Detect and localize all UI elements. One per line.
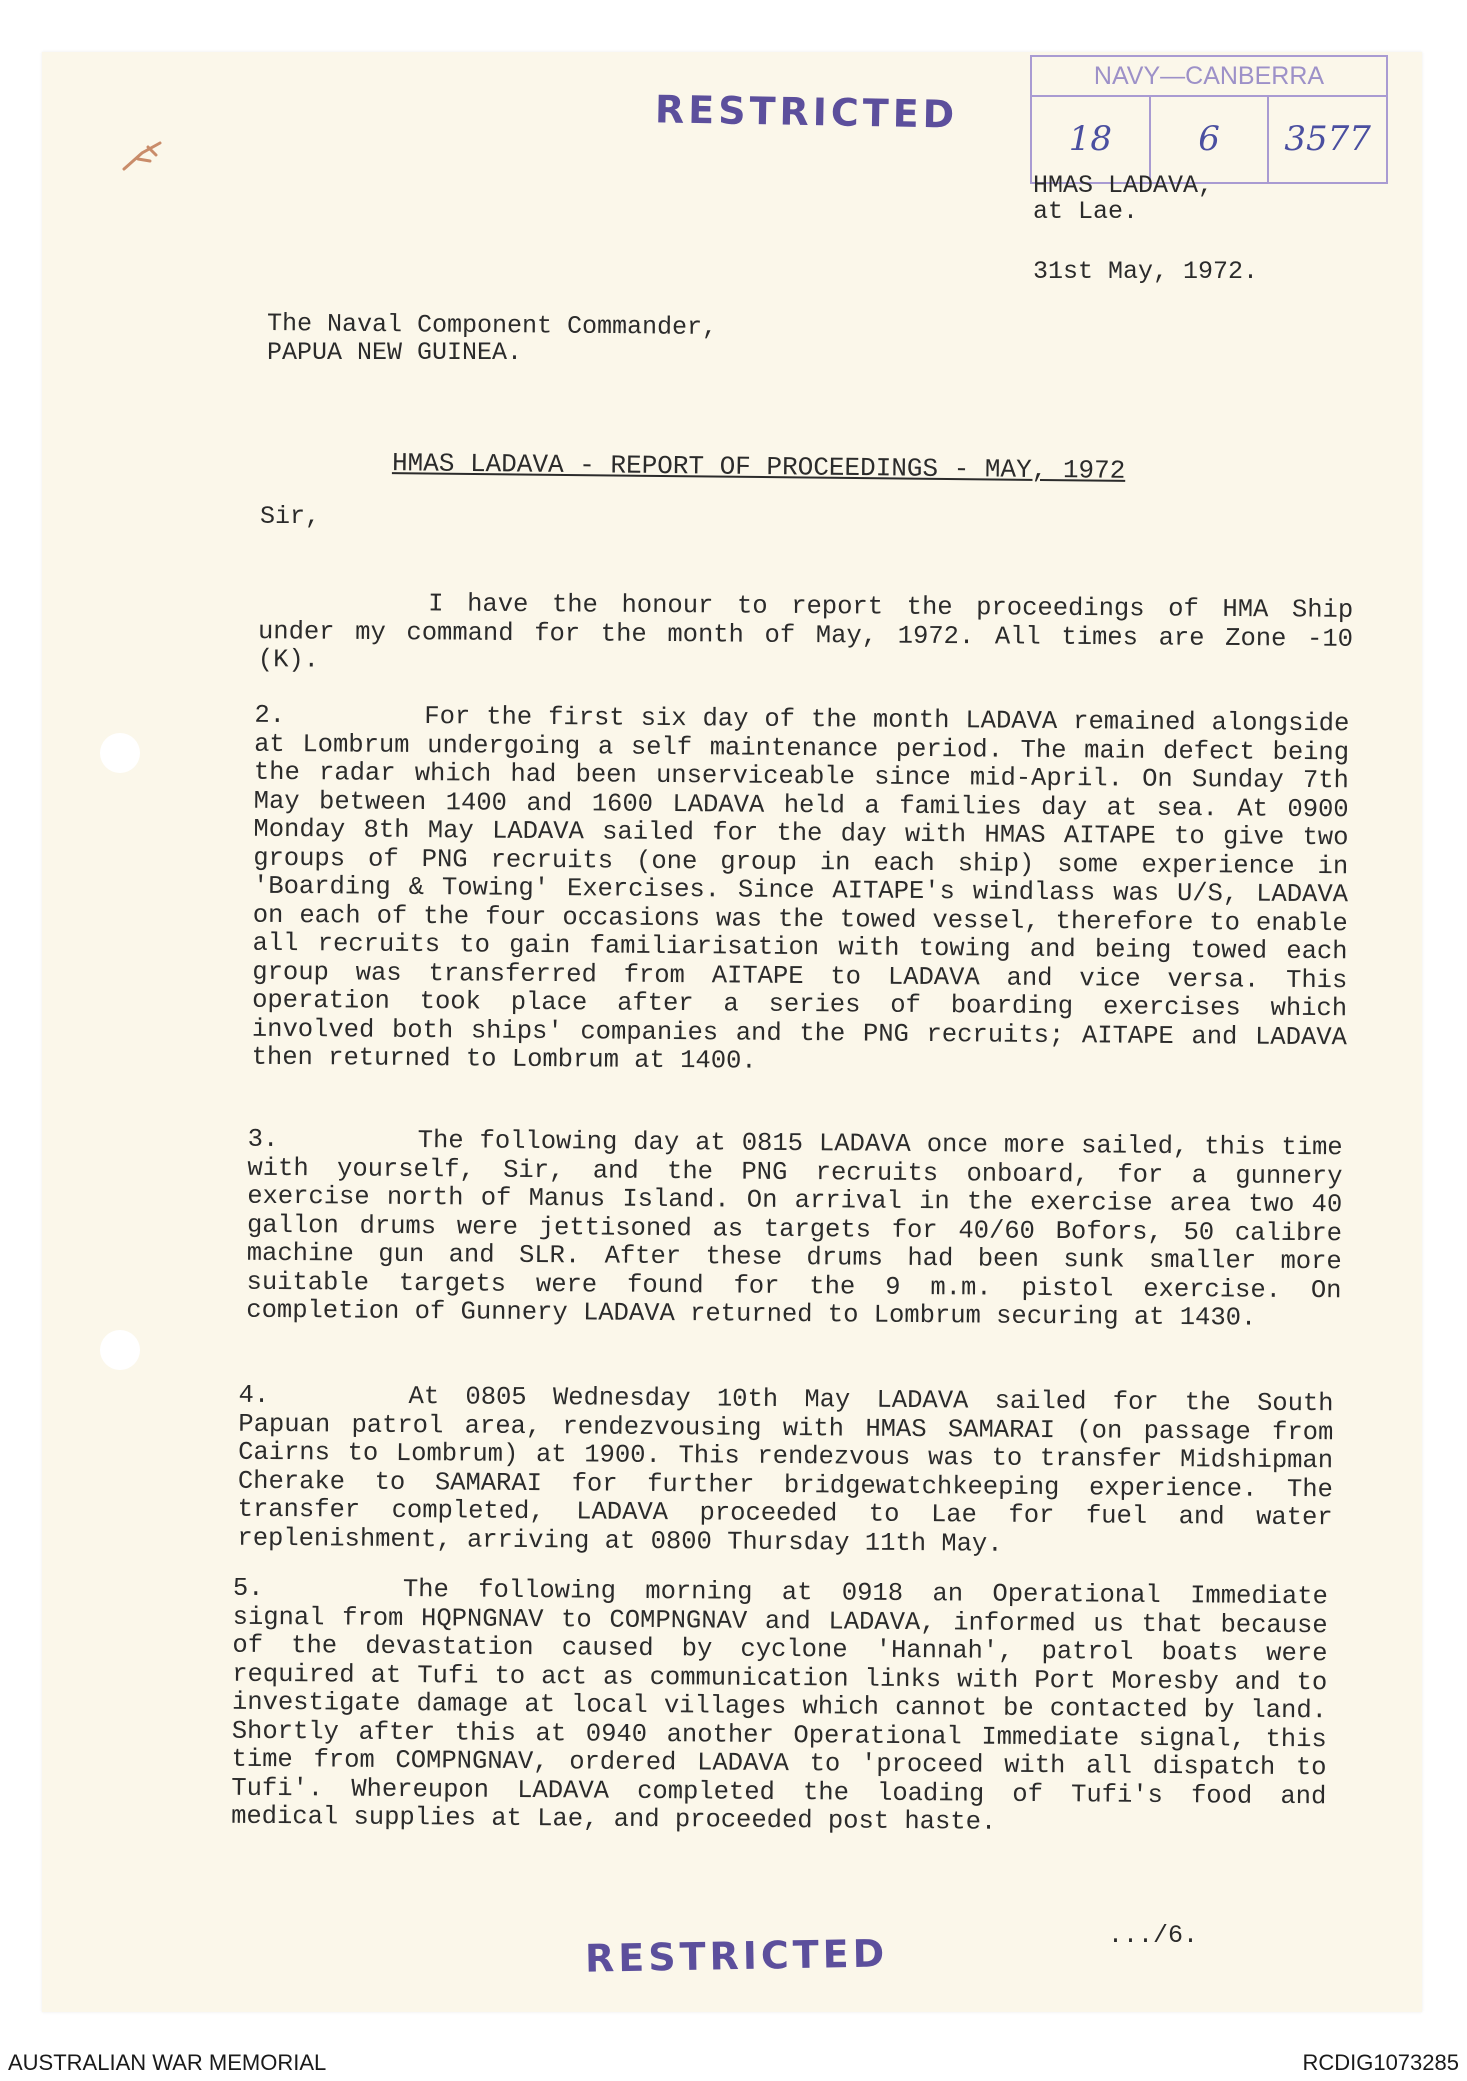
report-title: HMAS LADAVA - REPORT OF PROCEEDINGS - MAY, 1972: [391, 448, 1126, 486]
registry-header: NAVY—CANBERRA: [1032, 57, 1386, 97]
ink-mark: [120, 135, 180, 175]
restricted-stamp-bottom: RESTRICTED: [584, 1931, 889, 1981]
registry-number: 3577: [1267, 97, 1386, 182]
paragraph-4: [237, 1382, 1333, 1562]
paragraph-5-number: 5.: [232, 1573, 264, 1603]
paragraph-1-text: I have the honour to report the proceedings of HMA Ship under my command for the month of May, 1972. All times are Zone -10 (K).: [257, 589, 1354, 675]
footer-archive-id: RCDIG1073285: [1302, 2050, 1459, 2075]
paragraph-3: [246, 1126, 1343, 1334]
footer-archive-name: AUSTRALIAN WAR MEMORIAL: [8, 2050, 327, 2075]
paragraph-3-text: The following day at 0815 LADAVA once more sailed, this time with yourself, Sir, and the PNG recruits onboard, for a gunnery exercise north of Manus Island. On arrival in the exercise area two 40 gallon drums were jettisoned as targets for 40/60 Bofors, 50 calibre machine gun and SLR. After these drums had been sunk smaller more suitable targets were found for the 9 m.m. pistol exercise. On completion of Gunnery LADAVA returned to Lombrum securing at 1430.: [246, 1126, 1343, 1333]
registry-day: 18: [1068, 119, 1112, 159]
paragraph-5: [231, 1575, 1328, 1840]
paragraph-4-number: 4.: [238, 1380, 270, 1410]
paragraph-1: [258, 589, 1354, 682]
sender-line-1: HMAS LADAVA,: [1033, 171, 1214, 200]
restricted-stamp-top: RESTRICTED: [654, 87, 959, 137]
registry-month: 6: [1149, 97, 1268, 182]
paragraph-4-text: At 0805 Wednesday 10th May LADAVA sailed for the South Papuan patrol area, rendezvousing with HMAS SAMARAI (on passage from Cairns to Lombrum) at 1900. This rendezvous was to transfer Midshipman Cherake to SAMARAI for further bridgewatchkeeping experience. The transfer completed, LADAVA proceeded to Lae for fuel and water replenishment, arriving at 0800 Thursday 11th May.: [237, 1382, 1334, 1559]
paragraph-2: [252, 702, 1350, 1081]
paragraph-5-text: The following morning at 0918 an Operational Immediate signal from HQPNGNAV to COMPNGNAV and LADAVA, informed us that because of the devastation caused by cyclone 'Hannah', patrol boats were required at Tufi to act as communication links with Port Moresby and to investigate damage at local villages which cannot be contacted by land. Shortly after this at 0940 another Operational Immediate signal, this time from COMPNGNAV, ordered LADAVA to 'proceed with all dispatch to Tufi'. Whereupon LADAVA completed the loading of Tufi's food and medical supplies at Lae, and proceeded post haste.: [231, 1575, 1328, 1837]
paragraph-2-text: For the first six day of the month LADAVA remained alongside at Lombrum undergoing a self maintenance period. The main defect being the radar which had been unserviceable since mid-April. On Sunday 7th May between 1400 and 1600 LADAVA held a families day at sea. At 0900 Monday 8th May LADAVA sailed for the day with HMAS AITAPE to give two groups of PNG recruits (one group in each ship) some experience in 'Boarding & Towing' Exercises. Since AITAPE's windlass was U/S, LADAVA on each of the four occasions was the towed vessel, therefore to enable all recruits to gain familiarisation with towing and being towed each group was transferred from AITAPE to LADAVA and vice versa. This operation took place after a series of boarding exercises which involved both ships' companies and the PNG recruits; AITAPE and LADAVA then returned to Lombrum at 1400.: [251, 702, 1350, 1076]
addressee-line-2: PAPUA NEW GUINEA.: [267, 338, 523, 367]
punch-hole-top: [100, 733, 140, 773]
continuation-marker: .../6.: [1108, 1921, 1199, 1950]
salutation: Sir,: [260, 502, 321, 531]
punch-hole-bottom: [100, 1330, 140, 1370]
sender-line-2: at Lae.: [1033, 197, 1139, 226]
paragraph-3-number: 3.: [247, 1124, 279, 1154]
registry-stamp: [1030, 55, 1388, 184]
addressee-line-1: The Naval Component Commander,: [266, 309, 718, 342]
paragraph-2-number: 2.: [254, 700, 286, 730]
letter-date: 31st May, 1972.: [1033, 257, 1259, 286]
